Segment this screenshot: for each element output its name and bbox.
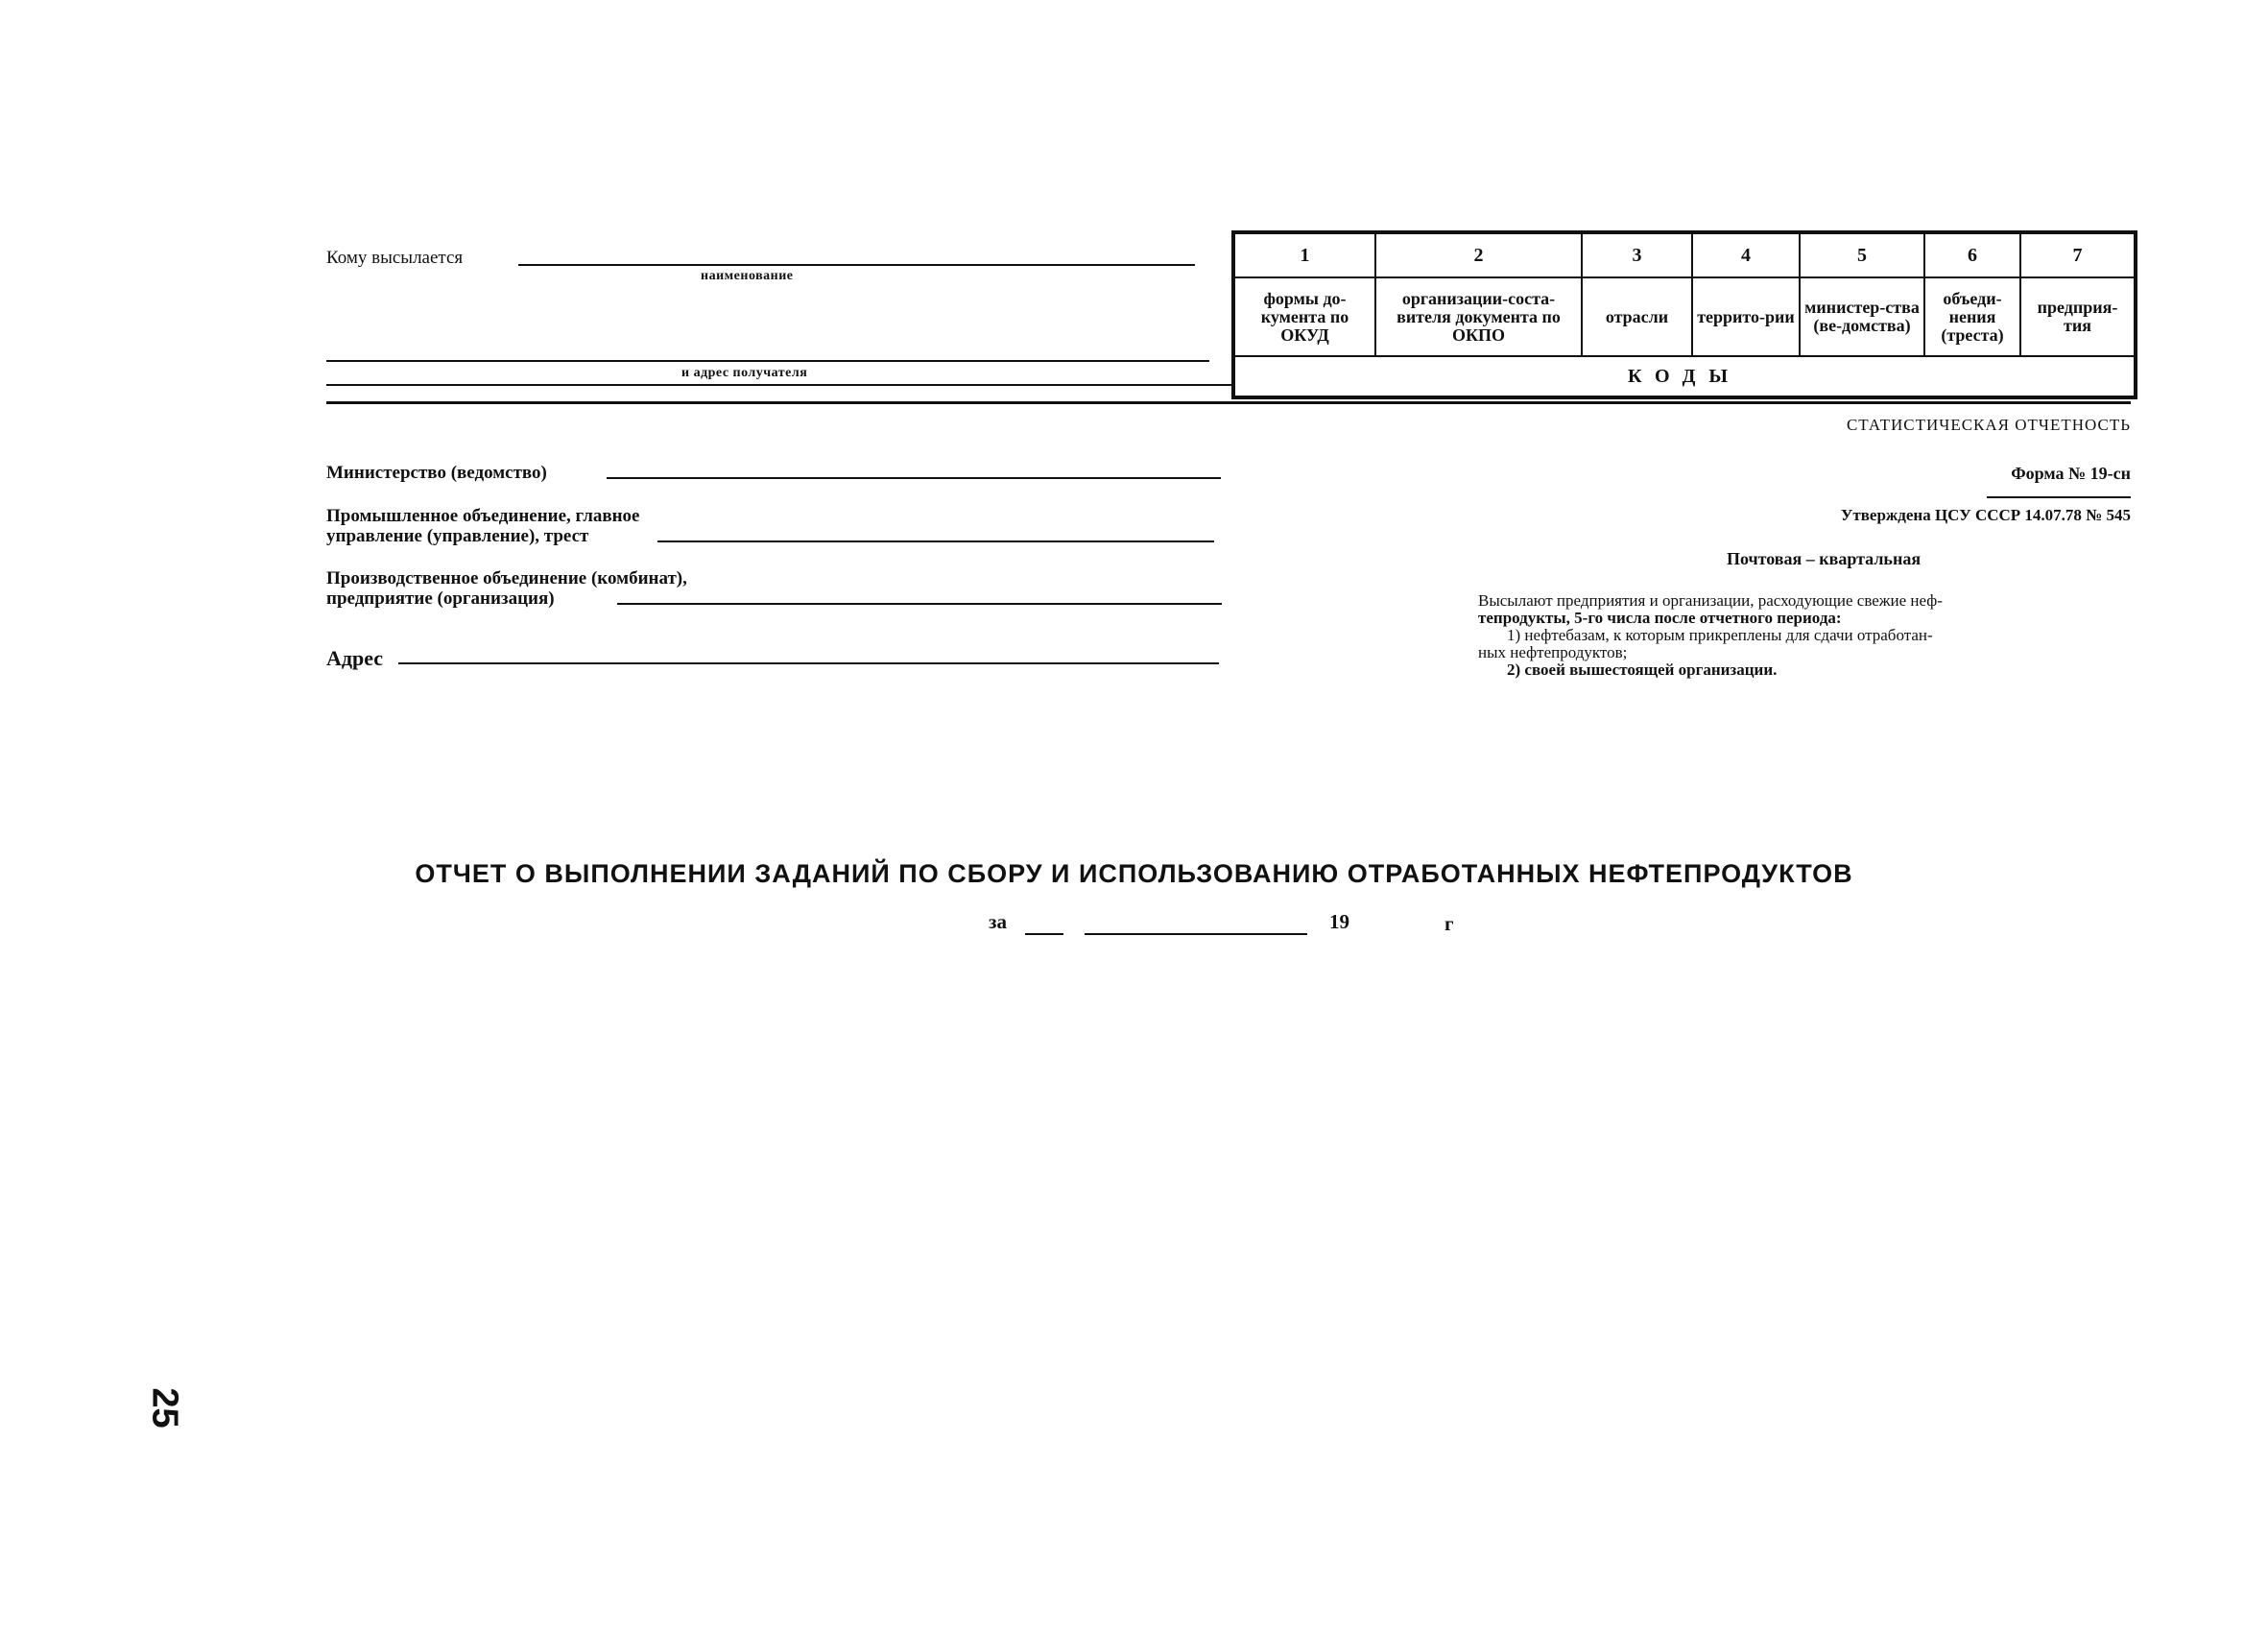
codes-header-row — [1233, 277, 2136, 356]
code-col-number: 3 — [1582, 232, 1692, 277]
code-header-ministry: министер-ства (ве-домства) — [1800, 277, 1924, 356]
association-label-line2: управление (управление), трест — [326, 526, 589, 546]
dispatch-note-line: ных нефтепродуктов; — [1478, 643, 1628, 661]
page-number: 25 — [144, 1387, 185, 1429]
codes-table — [1231, 230, 2137, 399]
code-header-branch: отрасли — [1582, 277, 1692, 356]
enterprise-field-line[interactable] — [617, 603, 1222, 605]
ministry-field-line[interactable] — [607, 477, 1221, 479]
code-header-territory: террито-рии — [1692, 277, 1800, 356]
address-field-line[interactable] — [398, 662, 1219, 664]
dispatch-note-item: 2) своей вышестоящей организации. — [1507, 660, 1778, 679]
enterprise-label-line2: предприятие (организация) — [326, 588, 555, 609]
top-divider — [326, 401, 2131, 404]
period-prefix: за — [989, 910, 1007, 933]
code-header-okud: формы до-кумента по ОКУД — [1233, 277, 1375, 356]
period-field-short[interactable] — [1025, 933, 1063, 935]
recipient-name-line[interactable] — [518, 264, 1195, 266]
code-col-number: 2 — [1375, 232, 1582, 277]
code-header-association: объеди-нения (треста) — [1924, 277, 2020, 356]
code-col-number: 7 — [2020, 232, 2136, 277]
code-header-okpo: организации-соста-вителя документа по ОКПО — [1375, 277, 1582, 356]
stat-reporting-label: СТАТИСТИЧЕСКАЯ ОТЧЕТНОСТЬ — [1846, 416, 2131, 434]
codes-number-row — [1233, 232, 2136, 277]
recipient-name-caption: наименование — [701, 269, 794, 283]
code-header-enterprise: предприя-тия — [2020, 277, 2136, 356]
codes-footer-label: КОДЫ — [1233, 356, 2136, 397]
dispatch-note-line: Высылают предприятия и организации, расходующие свежие неф- — [1478, 591, 1943, 610]
enterprise-label-line1: Производственное объединение (комбинат), — [326, 568, 687, 588]
dispatch-note-item: 1) нефтебазам, к которым прикреплены для сдачи отработан- — [1507, 626, 1933, 644]
ministry-label: Министерство (ведомство) — [326, 463, 547, 483]
year-suffix: г — [1444, 912, 1454, 935]
recipient-label: Кому высылается — [326, 248, 464, 268]
codes-footer-row — [1233, 356, 2136, 397]
form-number-underline — [1987, 496, 2131, 498]
period-field-line[interactable] — [1085, 933, 1307, 935]
year-prefix: 19 — [1329, 910, 1349, 933]
report-title: ОТЧЕТ О ВЫПОЛНЕНИИ ЗАДАНИЙ ПО СБОРУ И ИСПОЛЬЗОВАНИЮ ОТРАБОТАННЫХ НЕФТЕПРОДУКТОВ — [415, 859, 1853, 888]
code-col-number: 4 — [1692, 232, 1800, 277]
form-number: Форма № 19-сн — [2011, 464, 2131, 483]
code-col-number: 6 — [1924, 232, 2020, 277]
recipient-address-line[interactable] — [326, 384, 1233, 386]
frequency-note: Почтовая – квартальная — [1726, 549, 1922, 568]
code-col-number: 5 — [1800, 232, 1924, 277]
association-label-line1: Промышленное объединение, главное — [326, 506, 640, 526]
address-label: Адрес — [326, 646, 384, 670]
recipient-name-line-2[interactable] — [326, 360, 1209, 362]
code-col-number: 1 — [1233, 232, 1375, 277]
dispatch-note-line: тепродукты, 5-го числа после отчетного периода: — [1478, 609, 1842, 627]
approval-note: Утверждена ЦСУ СССР 14.07.78 № 545 — [1840, 506, 2131, 524]
recipient-address-caption: и адрес получателя — [681, 366, 808, 380]
association-field-line[interactable] — [657, 540, 1214, 542]
dispatch-note — [1478, 592, 2150, 679]
